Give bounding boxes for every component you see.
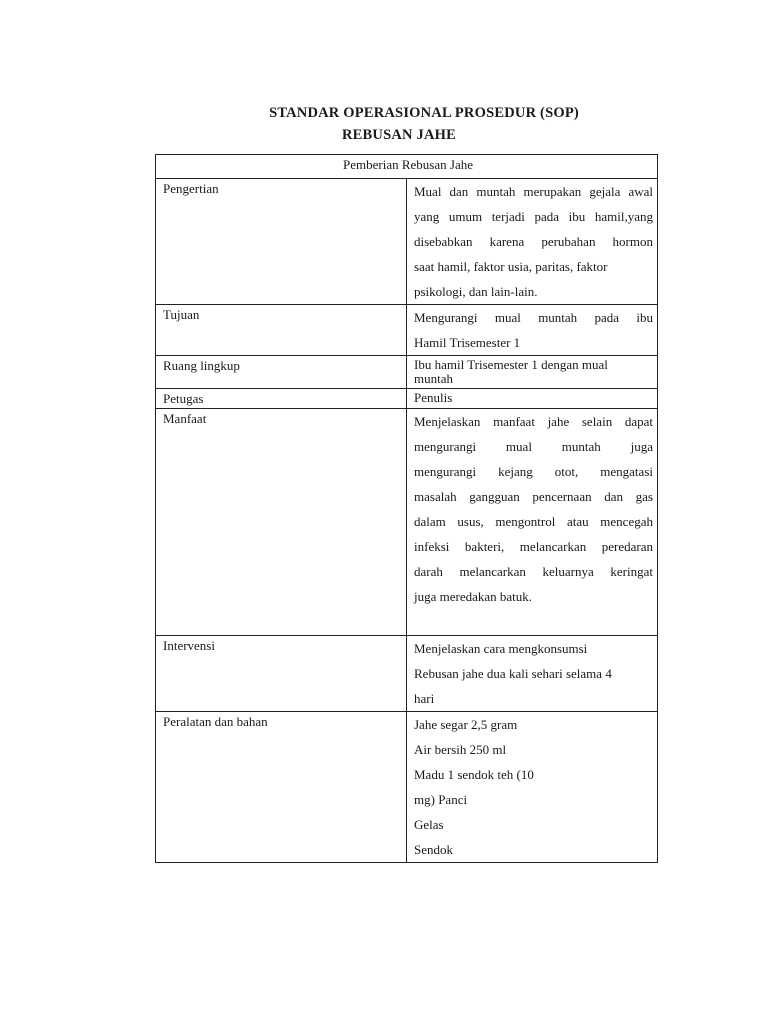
row-content bbox=[407, 712, 658, 863]
content-line: Hamil Trisemester 1 bbox=[414, 335, 521, 350]
row-label: Manfaat bbox=[156, 409, 407, 636]
row-label: Peralatan dan bahan bbox=[156, 712, 407, 863]
content-line: Air bersih 250 ml bbox=[414, 742, 507, 757]
row-label: Tujuan bbox=[156, 305, 407, 356]
table-row bbox=[156, 356, 658, 389]
content-line: hari bbox=[414, 691, 435, 706]
content-line: Mual dan muntah merupakan gejala awal bbox=[414, 184, 653, 199]
row-label: Ruang lingkup bbox=[156, 356, 407, 389]
title-line-1: STANDAR OPERASIONAL PROSEDUR (SOP) bbox=[269, 105, 579, 121]
content-line: dalam usus, mengontrol atau mencegah bbox=[414, 514, 653, 529]
content-line: saat hamil, faktor usia, paritas, faktor bbox=[414, 259, 608, 274]
row-content bbox=[407, 409, 658, 636]
content-line: juga meredakan batuk. bbox=[414, 589, 533, 604]
content-line: Penulis bbox=[414, 390, 453, 405]
content-line: Rebusan jahe dua kali sehari selama 4 bbox=[414, 666, 612, 681]
table-row bbox=[156, 409, 658, 636]
table-header-row bbox=[156, 155, 658, 179]
content-line: Menjelaskan cara mengkonsumsi bbox=[414, 641, 588, 656]
document-title bbox=[0, 105, 768, 149]
row-label: Petugas bbox=[156, 389, 407, 409]
content-line: Menjelaskan manfaat jahe selain dapat bbox=[414, 414, 653, 429]
content-line: Mengurangi mual muntah pada ibu bbox=[414, 310, 653, 325]
row-content bbox=[407, 305, 658, 356]
sop-table bbox=[155, 154, 658, 863]
row-content bbox=[407, 389, 658, 409]
content-line: psikologi, dan lain-lain. bbox=[414, 284, 538, 299]
content-line: Madu 1 sendok teh (10 bbox=[414, 767, 534, 782]
content-line: Ibu hamil Trisemester 1 dengan mual bbox=[414, 357, 608, 372]
table-row bbox=[156, 636, 658, 712]
content-line: Jahe segar 2,5 gram bbox=[414, 717, 518, 732]
table-row bbox=[156, 305, 658, 356]
table-row bbox=[156, 179, 658, 305]
row-content bbox=[407, 179, 658, 305]
content-line: darah melancarkan keluarnya keringat bbox=[414, 564, 653, 579]
row-content bbox=[407, 356, 658, 389]
content-line: disebabkan karena perubahan hormon bbox=[414, 234, 653, 249]
table-header: Pemberian Rebusan Jahe bbox=[156, 155, 658, 179]
table-row bbox=[156, 712, 658, 863]
row-label: Intervensi bbox=[156, 636, 407, 712]
content-line: muntah bbox=[414, 371, 453, 386]
row-label: Pengertian bbox=[156, 179, 407, 305]
content-line: mengurangi mual muntah juga bbox=[414, 439, 653, 454]
content-line: yang umum terjadi pada ibu hamil,yang bbox=[414, 209, 653, 224]
content-line: masalah gangguan pencernaan dan gas bbox=[414, 489, 653, 504]
row-content bbox=[407, 636, 658, 712]
content-line: infeksi bakteri, melancarkan peredaran bbox=[414, 539, 653, 554]
content-line: mengurangi kejang otot, mengatasi bbox=[414, 464, 653, 479]
content-line: mg) Panci bbox=[414, 792, 468, 807]
title-line-2: REBUSAN JAHE bbox=[342, 127, 456, 143]
table-row bbox=[156, 389, 658, 409]
content-line: Sendok bbox=[414, 842, 453, 857]
content-line: Gelas bbox=[414, 817, 444, 832]
